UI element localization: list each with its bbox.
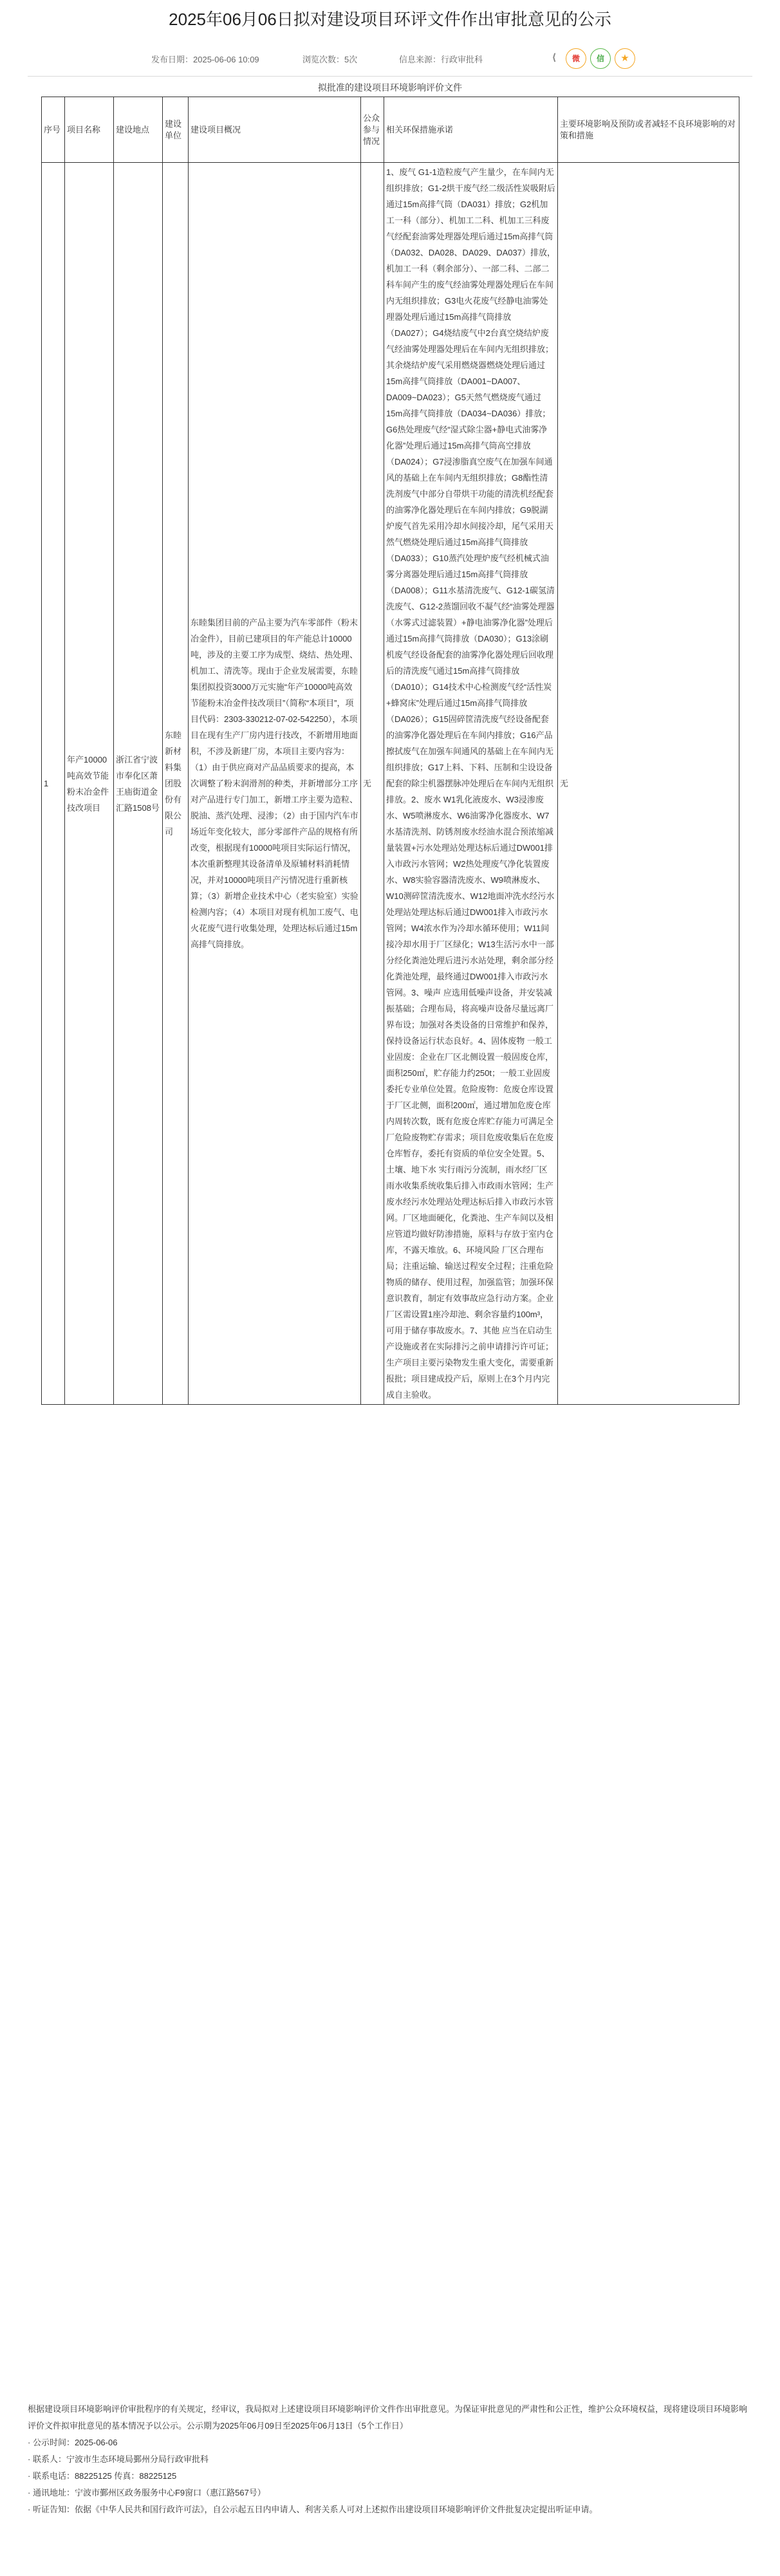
cell-seq: 1	[42, 163, 65, 1405]
table-caption: 拟批准的建设项目环境影响评价文件	[318, 82, 462, 93]
weibo-share-icon[interactable]: 微	[566, 48, 586, 69]
publicity-date: · 公示时间：2025-06-06	[28, 2438, 118, 2447]
cell-unit: 东睦新材料集团股份有限公司	[163, 163, 189, 1405]
header-project-name: 项目名称	[65, 97, 114, 163]
footer-intro: 根据建设项目环境影响评价审批程序的有关规定，经审议，我局拟对上述建设项目环境影响评价文件作出审批意见。为保证审批意见的严肃性和公正性，维护公众环境权益，现将建设项目环境影响评价文件拟审批意见的基本情况予以公示。公示期为2025年06月09日至2025年06月13日（5个工作日）	[28, 2404, 748, 2431]
article-meta	[0, 48, 780, 69]
cell-location: 浙江省宁波市奉化区萧王庙街道金汇路1508号	[114, 163, 163, 1405]
publish-date-label: 发布日期：2025-06-06 10:09	[151, 55, 259, 64]
page-title: 2025年06月06日拟对建设项目环评文件作出审批意见的公示	[169, 10, 611, 29]
footer	[28, 2401, 752, 2518]
divider	[28, 76, 752, 77]
cell-project-name: 年产10000吨高效节能粉末冶金件技改项目	[65, 163, 114, 1405]
header-impact: 主要环境影响及预防或者减轻不良环境影响的对策和措施	[558, 97, 739, 163]
cell-impact: 无	[558, 163, 739, 1405]
contact-phone: · 联系电话：88225125 传真：88225125	[28, 2471, 177, 2481]
contact-person: · 联系人：宁波市生态环境局鄞州分局行政审批科	[28, 2454, 209, 2464]
source: 行政审批科	[441, 55, 483, 64]
publish-date: 2025-06-06 10:09	[193, 55, 259, 64]
header-measures: 相关环保措施承诺	[384, 97, 558, 163]
source-label: 信息来源：行政审批科	[399, 55, 483, 64]
approval-table	[41, 97, 739, 1405]
table-header-row	[42, 97, 739, 163]
header-overview: 建设项目概况	[189, 97, 361, 163]
header-location: 建设地点	[114, 97, 163, 163]
wechat-share-icon[interactable]: 信	[590, 48, 611, 69]
views-count-label: 浏览次数：5次	[302, 55, 358, 64]
favorite-star-icon[interactable]: ★	[615, 48, 635, 69]
cell-measures: 1、废气 G1-1造粒废气产生量少，在车间内无组织排放；G1-2烘干废气经二级活性炭吸附后通过15m高排气筒（DA031）排放；G2机加工一科（部分）、机加工二科、机加工三科废气经配套油雾处理器处理后通过15m高排气筒（DA032、DA028、DA029、DA037）排放，机加工一科（剩余部分）、一部二科、二部二科车间产生的废气经油雾处理器处理后在车间内无组织排放；G3电火花废气经静电油雾处理器处理后通过15m高排气筒排放（DA027）；G4烧结废气中2台真空烧结炉废气经油雾处理器处理后在车间内无组织排放；其余烧结炉废气采用燃烧器燃烧处理后通过15m高排气筒排放（DA001~DA007、DA009~DA023）；G5天然气燃烧废气通过15m高排气筒排放（DA034~DA036）排放；G6热处理废气经“湿式除尘器+静电式油雾净化器”处理后通过15m高排气筒高空排放（DA024）；G7浸渗脂真空废气在加强车间通风的基础上在车间内无组织排放；G8酯性清洗剂废气中部分自带烘干功能的清洗机经配套的油雾净化器处理后在车间内排放；G9脱湖炉废气首先采用冷却水间接冷却，尾气采用天然气燃烧处理后通过15m高排气筒排放（DA033）；G10蒸汽处理炉废气经机械式油雾分离器处理后通过15m高排气筒排放（DA008）；G11水基清洗废气、G12-1碳氢清洗废气、G12-2蒸馏回收不凝气经“油雾处理器（水雾式过滤装置）+静电油雾净化器”处理后通过15m高排气筒排放（DA030）；G13涂刷机废气经设备配套的油雾净化器处理后回收理后的清洗废气通过15m高排气筒排放（DA010）；G14技术中心检测废气经“活性炭+蜂窝床”处理后通过15m高排气筒排放（DA026）；G15固碎筐清洗废气经设备配套的油雾净化器处理后在车间内排放；G16产品擦拭废气在加强车间通风的基础上在车间内无组织排放；G17上料、下料、压制和尘设设备配套的除尘机器摆脉冲处理后在车间内无组织排放。2、废水 W1乳化液废水、W3浸渗废水、W5喷淋废水、W6油雾净化器废水、W7水基清洗剂、防锈剂废水经油水混合预浓缩减量装置+污水处理站处理达标后通过DW001排入市政污水管网；W2热处理废气净化装置废水、W8实验容器清洗废水、W9喷淋废水、W10测碎筐清洗废水、W12地面冲洗水经污水处理站处理达标后通过DW001排入市政污水管网；W4浓水作为冷却水循环使用；W11间接冷却水用于厂区绿化；W13生活污水中一部分经化粪池处理后进污水站处理，剩余部分经化粪池处理，最终通过DW001排入市政污水管网。3、噪声 应选用低噪声设备，并安装减振基础；合理布局，将高噪声设备尽量远离厂界布设；加强对各类设备的日常维护和保养，保持设备运行状态良好。4、固体废物 一般工业固废：企业在厂区北侧设置一般固废仓库，面积250㎡，贮存能力约250t；一般工业固废委托专业单位处置。危险废物：危废仓库设置于厂区北侧，面积200㎡，通过增加危废仓库内周转次数，既有危废仓库贮存能力可满足全厂危险废物贮存需求；项目危废收集后在危废仓库暂存，委托有资质的单位安全处置。5、土壤、地下水 实行雨污分流制，雨水经厂区雨水收集系统收集后排入市政雨水管网；生产废水经污水处理站处理达标后排入市政污水管网。厂区地面硬化，化粪池、生产车间以及相应管道均做好防渗措施，原料与存放于室内仓库，不露天堆放。6、环境风险 厂区合理布局；注重运输、输送过程安全过程；注重危险物质的储存、使用过程，加强监管；加强环保意识教育，制定有效事故应急行动方案。企业厂区需设置1座冷却池、剩余容量约100m³，可用于储存事故废水。7、其他 应当在启动生产设施或者在实际排污之前申请排污许可证；生产项目主要污染物发生重大变化，需要重新报批；项目建成投产后，原则上在3个月内完成自主验收。	[384, 163, 558, 1405]
table-row	[42, 163, 739, 1405]
cell-overview: 东睦集团目前的产品主要为汽车零部件（粉末冶金件），目前已建项目的年产能总计10000吨，涉及的主要工序为成型、烧结、热处理、机加工、清洗等。现由于企业发展需要，东睦集团拟投资3000万元实施“年产10000吨高效节能粉末冶金件技改项目”（简称“本项目”，项目代码：2303-330212-07-02-542250），本项目在现有生产厂房内进行技改，不新增用地面积，不涉及新建厂房，本项目主要内容为：（1）由于供应商对产品品质要求的提高，本次调整了粉末润滑剂的种类，并新增部分工序对产品进行专门加工，新增工序主要为造粒、脱油、蒸汽处理、浸渗；（2）由于国内汽车市场近年变化较大，部分零部件产品的规格有所改变，根据现有10000吨项目实际运行情况，本次重新整理其设备清单及原辅材料消耗情况，并对10000吨项目产污情况进行重新核算；（3）新增企业技术中心（老实验室）实验检测内容；（4）本项目对现有机加工废气、电火花废气进行收集处理，处理达标后通过15m高排气筒排放。	[189, 163, 361, 1405]
share-icon[interactable]: ⟨	[552, 52, 557, 63]
header-seq: 序号	[42, 97, 65, 163]
header-unit: 建设单位	[163, 97, 189, 163]
header-public: 公众参与情况	[361, 97, 384, 163]
views-count: 5次	[344, 55, 358, 64]
hearing-notice: · 听证告知：依据《中华人民共和国行政许可法》，自公示起五日内申请人、利害关系人可对上述拟作出建设项目环境影响评价文件批复决定提出听证申请。	[28, 2505, 598, 2514]
contact-address: · 通讯地址：宁波市鄞州区政务服务中心F9窗口（惠江路567号）	[28, 2488, 266, 2497]
cell-public: 无	[361, 163, 384, 1405]
